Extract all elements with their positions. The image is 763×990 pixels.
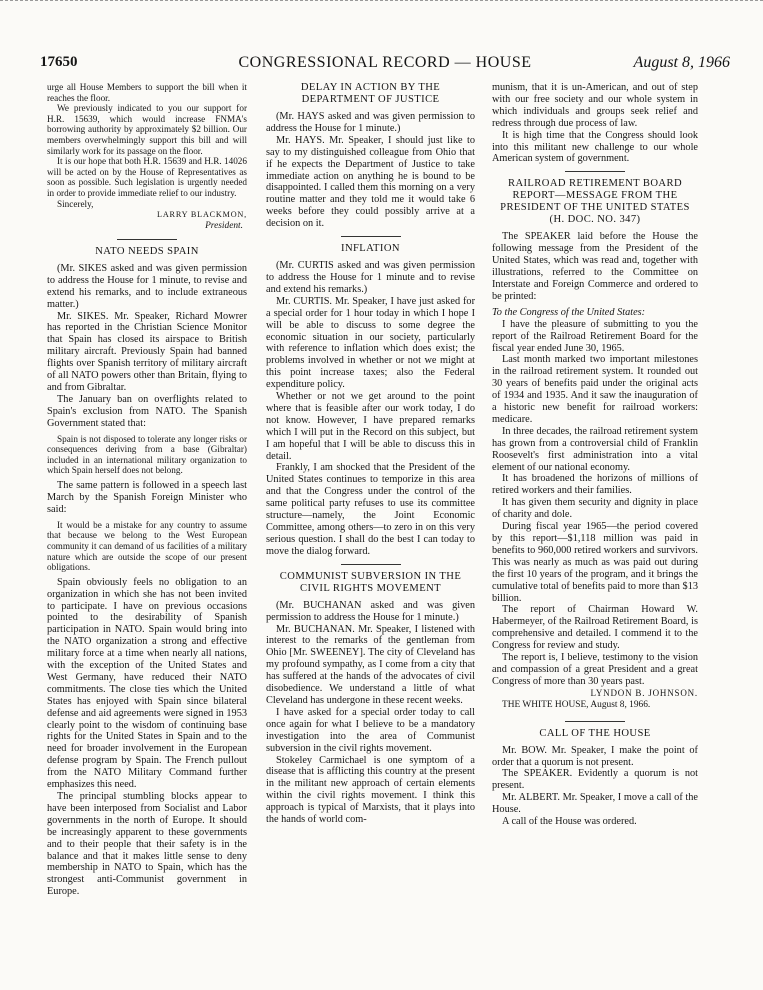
body-para: I have asked for a special order today to call once again for what I believe to be a mandatory investigation into the area of Communist subversion in the civil rights movement. [266,706,475,754]
message-place-date: THE WHITE HOUSE, August 8, 1966. [502,699,651,710]
section-heading-subversion: COMMUNIST SUBVERSION IN THE CIVIL RIGHTS MOVEMENT [279,570,462,594]
body-para: munism, that it is un-American, and out of step with our free society and our whole system in which individuals and groups seek relief and redress through due process of law. [492,82,698,129]
body-para: (Mr. HAYS asked and was given permission to address the House for 1 minute.) [266,111,475,134]
letter-para: We previously indicated to you our support for H.R. 15639, which would increase FNMA's borrowing authority by approximately $2 billion. Our members overwhelmingly support this bill and will similarly work for its passage on the floor. [47,103,247,156]
section-divider [117,239,177,240]
body-para: A call of the House was ordered. [502,816,637,828]
body-para: The same pattern is followed in a speech last March by the Spanish Foreign Minister who said: [47,480,247,515]
letter-para: It is our hope that both H.R. 15639 and H.R. 14026 will be acted on by the House of Representatives as soon as possible. Such legislation is urgently needed in order to provide immediate relief to our industry. [47,156,247,198]
section-divider [565,721,625,722]
message-signer: LYNDON B. JOHNSON. [590,687,698,698]
column-2 [266,82,475,826]
body-para: (Mr. BUCHANAN asked and was given permission to address the House for 1 minute.) [266,599,475,623]
body-para: Mr. BOW. Mr. Speaker, I make the point of order that a quorum is not present. [492,744,698,768]
page-header [40,54,730,78]
body-para: Mr. BUCHANAN. Mr. Speaker, I listened with interest to the remarks of the gentleman from Ohio [Mr. SWEENEY]. The city of Cleveland has my profound sympathy, as I come from a city that has suffered at the hands of the advocates of civil disobedience. We understand a little of what Cleveland has undergone in these recent weeks. [266,623,475,706]
body-para: Last month marked two important milestones in the railroad retirement system. It rounded out 30 years of benefits paid under the original acts of 1934 and 1935. And it saw the inauguration of a historic new benefit for railroad workers: medicare. [492,354,698,425]
letter-signer: LARRY BLACKMON, [157,210,247,220]
column-1 [47,82,247,898]
body-para: It is high time that the Congress should look into this militant new challenge to our whole American system of government. [492,129,698,165]
body-para: The principal stumbling blocks appear to have been interposed from Socialist and Labor governments in the north of Europe. It should be increasingly apparent to these governments and to their people that their safety is in the balance and that it makes little sense to deny membership in NATO to Spain, which has the strongest anti-Communist government in Europe. [47,791,247,898]
page-number: 17650 [40,54,78,70]
body-para: It has given them security and dignity in place of charity and dole. [492,497,698,521]
issue-date: August 8, 1966 [633,54,730,71]
body-para: Mr. SIKES. Mr. Speaker, Richard Mowrer has reported in the Christian Science Monitor that Spain has closed its airspace to British military aircraft. Previously Spain had banned flights over Spanish territory of military aircraft of all NATO powers other than Britain, flying to and from Gibraltar. [47,310,247,393]
section-heading-inflation: INFLATION [341,243,400,255]
section-divider [341,236,401,237]
publication-title: CONGRESSIONAL RECORD — HOUSE [238,54,532,71]
body-para: In three decades, the railroad retirement system has grown from a controversial child of Franklin Roosevelt's first administration into a vital element of our national economy. [492,425,698,473]
section-divider [341,564,401,565]
salutation: To the Congress of the United States: [492,306,646,318]
body-para: I have the pleasure of submitting to you the report of the Railroad Retirement Board for the fiscal year ended June 30, 1965. [492,318,698,354]
section-heading-railroad: RAILROAD RETIREMENT BOARD REPORT—MESSAGE FROM THE PRESIDENT OF THE UNITED STATES (H. DOC. NO. 347) [500,178,690,226]
body-para: The January ban on overflights related to Spain's exclusion from NATO. The Spanish Government stated that: [47,393,247,429]
letter-closing: Sincerely, [57,198,94,209]
body-para: (Mr. CURTIS asked and was given permission to address the House for 1 minute and to revise and extend his remarks.) [266,260,475,295]
top-border [0,0,763,4]
letter-para: urge all House Members to support the bill when it reaches the floor. [47,82,247,103]
body-para: During fiscal year 1965—the period covered by this report—$1,118 million was paid in benefits to 960,000 retired workers and survivors. This was nearly as much as was paid out during the first 10 years of the program, and it brings the cumulative total of benefits paid to more than $13 billion. [492,521,698,604]
body-para: Frankly, I am shocked that the President of the United States continues to temporize in this area and that the Congress under the control of the same political party refuses to use its committee structure—namely, the Joint Economic Committee, among others—to zero in on this very serious question. I shall do the best I can today to move the dialog forward. [266,462,475,557]
column-3 [492,82,698,828]
body-para: Mr. HAYS. Mr. Speaker, I should just like to say to my distinguished colleague from Ohio that if he expects the Department of Justice to take immediate action on anything he is bound to be disappointed. I called them this morning on a very routine matter and they told me it would take 6 weeks before they could possibly arrive at a decision on it. [266,134,475,230]
block-quote: It would be a mistake for any country to assume that because we belong to the West European community it can demand of us facilities of a military nature which are outside the scope of our present obligations. [47,519,247,573]
body-para: Mr. ALBERT. Mr. Speaker, I move a call of the House. [492,792,698,816]
block-quote: Spain is not disposed to tolerate any longer risks or consequences deriving from a base (Gibraltar) included in an international military organization to which Spain herself does not belong. [47,433,247,476]
body-para: The report is, I believe, testimony to the vision and compassion of a great President and a great Congress of more than 30 years past. [492,652,698,687]
letter-continuation [47,82,247,233]
body-para: The SPEAKER laid before the House the following message from the President of the United States, which was read and, together with illustrations, referred to the Committee on Interstate and Foreign Commerce and ordered to be printed: [492,231,698,302]
letter-signer-title: President. [205,221,243,232]
body-para: Mr. CURTIS. Mr. Speaker, I have just asked for a special order for 1 hour today in which I hope I will be able to discuss to some degree the economic situation in our society, particularly with reference to inflation which does exist; the problems involved in whether or not we might at this point increase taxes; also the Federal expenditure policy. [266,295,475,391]
body-para: The SPEAKER. Evidently a quorum is not present. [492,768,698,792]
body-para: Spain obviously feels no obligation to an organization in which she has not been invited to participate. I have on previous occasions pointed to the desirability of Spanish participation in NATO. Spain would bring into the NATO organization a strong and effective military force at a time when nearly all nations, with the exception of the United States and West Germany, have reduced their NATO commitments. The close ties which the United States has enjoyed with Spain since bilateral defense and aid agreements were signed in 1953 clearly point to the wisdom of continuing base rights for the United States in Spain and to the need for broader involvement in the European defense program by Spain. The French pullout from the NATO Military Command further emphasizes this need. [47,576,247,791]
body-para: Whether or not we get around to the point where that is feasible after our work today, I do not know. However, I have prepared remarks which I will put in the Record on this subject, but I am hopeful that I will be able to discuss this in detail. [266,391,475,462]
body-para: The report of Chairman Howard W. Habermeyer, of the Railroad Retirement Board, is comprehensive and detailed. I commend it to the Congress for review and study. [492,604,698,652]
body-para: (Mr. SIKES asked and was given permission to address the House for 1 minute, to revise and extend his remarks, and to include extraneous matter.) [47,262,247,310]
section-heading-nato: NATO NEEDS SPAIN [95,245,199,257]
body-para: It has broadened the horizons of millions of retired workers and their families. [492,473,698,497]
body-para: Stokeley Carmichael is one symptom of a disease that is afflicting this country at the present in the militant new approach of certain elements within the civil rights movement. I think this approach is typical of Marxists, that it plays into the hands of world com- [266,754,475,826]
section-divider [565,171,625,172]
section-heading-justice: DELAY IN ACTION BY THE DEPARTMENT OF JUSTICE [300,82,441,105]
section-heading-call: CALL OF THE HOUSE [539,727,651,739]
